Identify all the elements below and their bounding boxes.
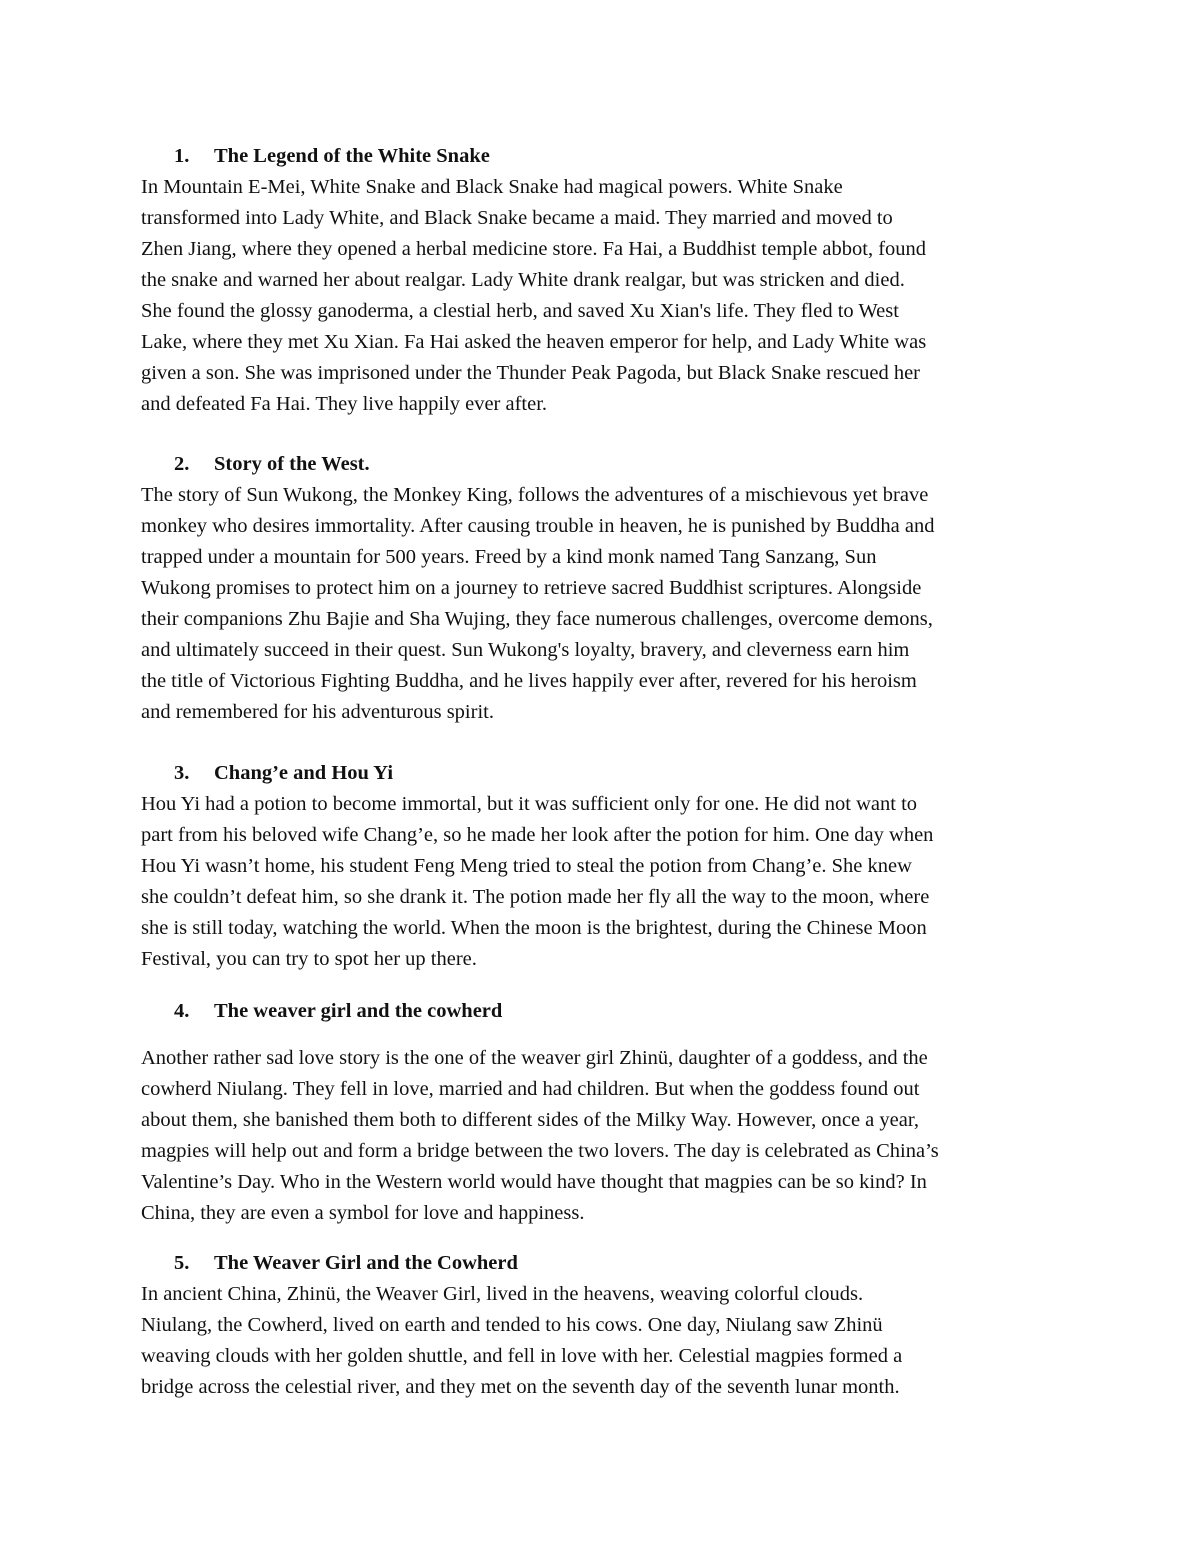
section-title: Chang’e and Hou Yi [214, 762, 394, 784]
paragraph-line: given a son. She was imprisoned under the Thunder Peak Pagoda, but Black Snake rescued her [141, 362, 920, 384]
paragraph-line: about them, she banished them both to different sides of the Milky Way. However, once a year, [141, 1109, 919, 1131]
paragraph-line: China, they are even a symbol for love and happiness. [141, 1202, 585, 1224]
paragraph-line: Another rather sad love story is the one of the weaver girl Zhinü, daughter of a goddess, and the [141, 1047, 928, 1069]
paragraph-line: Zhen Jiang, where they opened a herbal medicine store. Fa Hai, a Buddhist temple abbot, found [141, 238, 927, 260]
section-5 [141, 1248, 1071, 1403]
paragraph-line: and ultimately succeed in their quest. Sun Wukong's loyalty, bravery, and cleverness earn him [141, 639, 910, 661]
section-heading [141, 996, 1071, 1027]
section-title: The weaver girl and the cowherd [214, 1000, 503, 1022]
section-3 [141, 758, 1071, 975]
section-number: 4. [174, 1000, 190, 1022]
paragraph-line: cowherd Niulang. They fell in love, married and had children. But when the goddess found out [141, 1078, 920, 1100]
paragraph-line: bridge across the celestial river, and they met on the seventh day of the seventh lunar month. [141, 1376, 900, 1398]
paragraph-line: Valentine’s Day. Who in the Western world would have thought that magpies can be so kind? In [141, 1171, 927, 1193]
section-4 [141, 996, 1071, 1229]
paragraph-line: and defeated Fa Hai. They live happily ever after. [141, 393, 548, 415]
section-heading [141, 141, 1071, 172]
paragraph-line: Lake, where they met Xu Xian. Fa Hai asked the heaven emperor for help, and Lady White was [141, 331, 927, 353]
paragraph-line: Hou Yi wasn’t home, his student Feng Meng tried to steal the potion from Chang’e. She knew [141, 855, 912, 877]
section-number: 1. [174, 145, 190, 167]
paragraph-line: she couldn’t defeat him, so she drank it. The potion made her fly all the way to the moon, where [141, 886, 930, 908]
paragraph-line: their companions Zhu Bajie and Sha Wujing, they face numerous challenges, overcome demons, [141, 608, 933, 630]
paragraph-line: Hou Yi had a potion to become immortal, but it was sufficient only for one. He did not want to [141, 793, 918, 815]
section-heading [141, 1248, 1071, 1279]
section-title: The Weaver Girl and the Cowherd [214, 1252, 518, 1274]
section-1 [141, 141, 1071, 420]
section-heading [141, 758, 1071, 789]
section-number: 5. [174, 1252, 190, 1274]
paragraph-line: the snake and warned her about realgar. Lady White drank realgar, but was stricken and died. [141, 269, 905, 291]
section-number: 2. [174, 453, 190, 475]
section-2 [141, 449, 1071, 728]
paragraph-line: She found the glossy ganoderma, a clestial herb, and saved Xu Xian's life. They fled to West [141, 300, 899, 322]
paragraph-spacer [141, 1027, 1071, 1043]
paragraph-line: she is still today, watching the world. When the moon is the brightest, during the Chinese Moon [141, 917, 927, 939]
section-paragraph [141, 480, 1071, 728]
section-paragraph [141, 789, 1071, 975]
paragraph-line: the title of Victorious Fighting Buddha, and he lives happily ever after, revered for his heroism [141, 670, 917, 692]
section-title: The Legend of the White Snake [214, 145, 490, 167]
paragraph-line: and remembered for his adventurous spirit. [141, 701, 494, 723]
paragraph-line: weaving clouds with her golden shuttle, and fell in love with her. Celestial magpies formed a [141, 1345, 903, 1367]
paragraph-line: monkey who desires immortality. After causing trouble in heaven, he is punished by Buddha and [141, 515, 935, 537]
section-title: Story of the West. [214, 453, 370, 475]
section-paragraph [141, 1279, 1071, 1403]
section-paragraph [141, 172, 1071, 420]
paragraph-line: Niulang, the Cowherd, lived on earth and tended to his cows. One day, Niulang saw Zhinü [141, 1314, 883, 1336]
paragraph-line: Wukong promises to protect him on a journey to retrieve sacred Buddhist scriptures. Alongside [141, 577, 922, 599]
paragraph-line: magpies will help out and form a bridge between the two lovers. The day is celebrated as China’s [141, 1140, 939, 1162]
section-paragraph [141, 1043, 1071, 1229]
paragraph-line: trapped under a mountain for 500 years. Freed by a kind monk named Tang Sanzang, Sun [141, 546, 877, 568]
paragraph-line: In Mountain E-Mei, White Snake and Black Snake had magical powers. White Snake [141, 176, 843, 198]
paragraph-line: part from his beloved wife Chang’e, so he made her look after the potion for him. One day when [141, 824, 934, 846]
paragraph-line: Festival, you can try to spot her up there. [141, 948, 477, 970]
paragraph-line: transformed into Lady White, and Black Snake became a maid. They married and moved to [141, 207, 893, 229]
section-heading [141, 449, 1071, 480]
paragraph-line: In ancient China, Zhinü, the Weaver Girl, lived in the heavens, weaving colorful clouds. [141, 1283, 864, 1305]
paragraph-line: The story of Sun Wukong, the Monkey King, follows the adventures of a mischievous yet brave [141, 484, 929, 506]
section-number: 3. [174, 762, 190, 784]
